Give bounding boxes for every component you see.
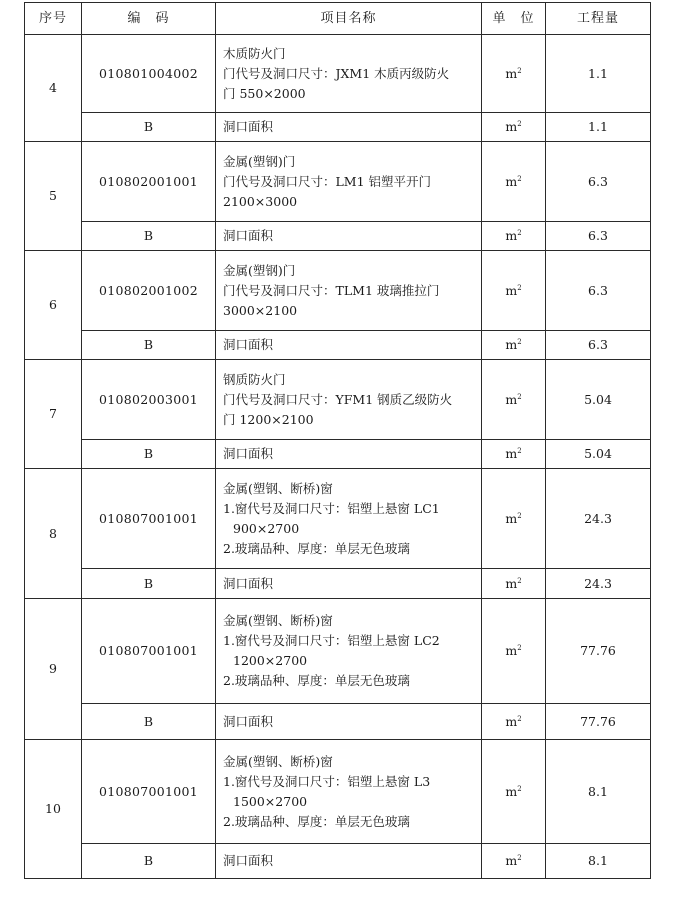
table-row xyxy=(25,740,651,844)
item-name-line: 2.玻璃品种、厚度：单层无色玻璃 xyxy=(223,813,410,829)
table-body xyxy=(25,35,651,879)
table-subrow xyxy=(25,569,651,599)
unit-exponent: 2 xyxy=(517,511,522,520)
qty-cell: 5.04 xyxy=(546,360,651,440)
unit-cell xyxy=(482,251,546,331)
item-name-line: 门代号及洞口尺寸：LM1 铝塑平开门 xyxy=(223,173,432,189)
qty-cell: 1.1 xyxy=(546,35,651,113)
sub-qty-cell: 77.76 xyxy=(546,704,651,740)
unit-exponent: 2 xyxy=(517,714,522,723)
sub-code-cell: B xyxy=(82,113,216,142)
item-name-cell xyxy=(216,740,482,844)
unit-cell xyxy=(482,331,546,360)
item-name-line: 金属(塑钢、断桥)窗 xyxy=(223,613,333,628)
table-row xyxy=(25,469,651,569)
qty-cell: 77.76 xyxy=(546,599,651,704)
item-name-line: 1200×2700 xyxy=(233,653,308,668)
table-row xyxy=(25,35,651,113)
code-cell: 010807001001 xyxy=(82,599,216,704)
unit-exponent: 2 xyxy=(517,784,522,793)
sub-qty-cell: 1.1 xyxy=(546,113,651,142)
unit-base: m xyxy=(505,173,518,189)
unit-base: m xyxy=(505,391,518,407)
item-name-line: 门代号及洞口尺寸：TLM1 玻璃推拉门 xyxy=(223,282,440,298)
sub-name-cell: 洞口面积 xyxy=(216,222,482,251)
item-name-cell xyxy=(216,469,482,569)
sub-name-cell: 洞口面积 xyxy=(216,569,482,599)
item-name-cell xyxy=(216,251,482,331)
unit-cell xyxy=(482,360,546,440)
sub-code-cell: B xyxy=(82,331,216,360)
item-name-cell xyxy=(216,35,482,113)
sub-code-cell: B xyxy=(82,844,216,879)
table-row xyxy=(25,360,651,440)
sub-qty-cell: 6.3 xyxy=(546,222,651,251)
item-name-line: 2100×3000 xyxy=(223,193,298,209)
item-name-line: 门代号及洞口尺寸：JXM1 木质丙级防火 xyxy=(223,65,450,81)
item-name-line: 金属(塑钢)门 xyxy=(223,153,296,169)
unit-cell xyxy=(482,844,546,879)
unit-cell xyxy=(482,222,546,251)
sub-qty-cell: 5.04 xyxy=(546,440,651,469)
qty-cell: 24.3 xyxy=(546,469,651,569)
unit-cell xyxy=(482,113,546,142)
header-unit: 单 位 xyxy=(482,3,546,35)
header-row xyxy=(25,3,651,35)
table-row xyxy=(25,599,651,704)
header-name: 项目名称 xyxy=(216,3,482,35)
table-subrow xyxy=(25,222,651,251)
unit-cell xyxy=(482,704,546,740)
qty-cell: 8.1 xyxy=(546,740,651,844)
item-name-line: 金属(塑钢)门 xyxy=(223,262,296,278)
sub-qty-cell: 6.3 xyxy=(546,331,651,360)
sub-qty-cell: 24.3 xyxy=(546,569,651,599)
table-subrow xyxy=(25,331,651,360)
item-name-line: 3000×2100 xyxy=(223,302,298,318)
item-name-line: 2.玻璃品种、厚度：单层无色玻璃 xyxy=(223,673,410,688)
unit-exponent: 2 xyxy=(517,66,522,75)
seq-cell: 4 xyxy=(25,35,82,142)
item-name-line: 2.玻璃品种、厚度：单层无色玻璃 xyxy=(223,540,410,556)
seq-cell: 6 xyxy=(25,251,82,360)
unit-exponent: 2 xyxy=(517,120,522,128)
item-name-line: 门 550×2000 xyxy=(223,85,306,101)
unit-base: m xyxy=(505,713,518,729)
unit-exponent: 2 xyxy=(517,283,522,292)
item-name-line: 1.窗代号及洞口尺寸：铝塑上悬窗 L3 xyxy=(223,773,431,789)
table-row xyxy=(25,142,651,222)
table-subrow xyxy=(25,113,651,142)
sub-code-cell: B xyxy=(82,569,216,599)
unit-cell xyxy=(482,142,546,222)
unit-base: m xyxy=(505,228,518,243)
item-name-line: 钢质防火门 xyxy=(223,371,286,387)
item-name-line: 900×2700 xyxy=(233,520,300,536)
table-subrow xyxy=(25,440,651,469)
item-name-line: 门代号及洞口尺寸：YFM1 钢质乙级防火 xyxy=(223,391,453,407)
unit-cell xyxy=(482,599,546,704)
quantity-table xyxy=(24,2,651,879)
unit-base: m xyxy=(505,575,518,591)
unit-exponent: 2 xyxy=(517,174,522,183)
code-cell: 010807001001 xyxy=(82,740,216,844)
unit-cell xyxy=(482,440,546,469)
code-cell: 010802001002 xyxy=(82,251,216,331)
unit-exponent: 2 xyxy=(517,854,522,862)
unit-exponent: 2 xyxy=(517,229,522,237)
item-name-line: 金属(塑钢、断桥)窗 xyxy=(223,753,333,769)
unit-base: m xyxy=(505,282,518,298)
unit-base: m xyxy=(505,853,518,868)
unit-cell xyxy=(482,569,546,599)
unit-base: m xyxy=(505,337,518,352)
sub-code-cell: B xyxy=(82,440,216,469)
sub-name-cell: 洞口面积 xyxy=(216,844,482,879)
header-qty: 工程量 xyxy=(546,3,651,35)
unit-exponent: 2 xyxy=(517,644,522,652)
item-name-cell xyxy=(216,599,482,704)
item-name-line: 金属(塑钢、断桥)窗 xyxy=(223,480,333,496)
seq-cell: 9 xyxy=(25,599,82,740)
sub-code-cell: B xyxy=(82,222,216,251)
code-cell: 010802003001 xyxy=(82,360,216,440)
sub-name-cell: 洞口面积 xyxy=(216,113,482,142)
header-code: 编 码 xyxy=(82,3,216,35)
unit-base: m xyxy=(505,119,518,134)
unit-exponent: 2 xyxy=(517,338,522,346)
unit-exponent: 2 xyxy=(517,447,522,455)
item-name-line: 木质防火门 xyxy=(223,45,286,61)
item-name-line: 1.窗代号及洞口尺寸：铝塑上悬窗 LC1 xyxy=(223,500,440,516)
sub-name-cell: 洞口面积 xyxy=(216,331,482,360)
unit-base: m xyxy=(505,446,518,461)
seq-cell: 8 xyxy=(25,469,82,599)
item-name-line: 门 1200×2100 xyxy=(223,411,314,427)
item-name-line: 1.窗代号及洞口尺寸：铝塑上悬窗 LC2 xyxy=(223,633,440,648)
sub-name-cell: 洞口面积 xyxy=(216,440,482,469)
code-cell: 010807001001 xyxy=(82,469,216,569)
qty-cell: 6.3 xyxy=(546,251,651,331)
unit-exponent: 2 xyxy=(517,576,522,585)
item-name-cell xyxy=(216,142,482,222)
unit-base: m xyxy=(505,510,518,526)
header-seq: 序号 xyxy=(25,3,82,35)
table-subrow xyxy=(25,704,651,740)
seq-cell: 7 xyxy=(25,360,82,469)
qty-cell: 6.3 xyxy=(546,142,651,222)
item-name-line: 1500×2700 xyxy=(233,793,308,809)
unit-base: m xyxy=(505,65,518,81)
sub-code-cell: B xyxy=(82,704,216,740)
item-name-cell xyxy=(216,360,482,440)
unit-cell xyxy=(482,35,546,113)
code-cell: 010801004002 xyxy=(82,35,216,113)
sub-name-cell: 洞口面积 xyxy=(216,704,482,740)
unit-cell xyxy=(482,740,546,844)
table-subrow xyxy=(25,844,651,879)
unit-exponent: 2 xyxy=(517,392,522,401)
unit-base: m xyxy=(505,643,518,658)
seq-cell: 10 xyxy=(25,740,82,879)
sub-qty-cell: 8.1 xyxy=(546,844,651,879)
unit-cell xyxy=(482,469,546,569)
table-row xyxy=(25,251,651,331)
unit-base: m xyxy=(505,783,518,799)
code-cell: 010802001001 xyxy=(82,142,216,222)
seq-cell: 5 xyxy=(25,142,82,251)
